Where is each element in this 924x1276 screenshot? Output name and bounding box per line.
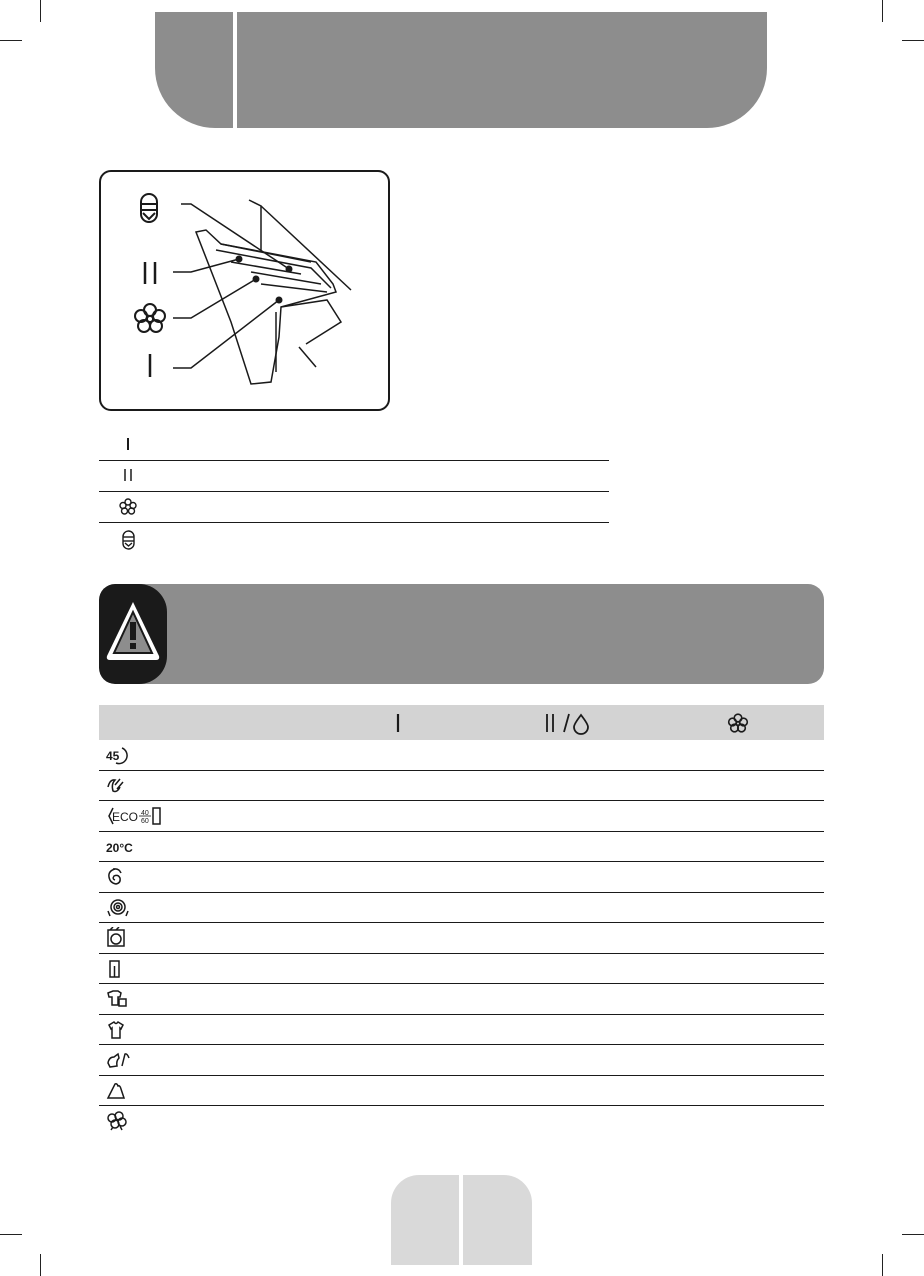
- baby-care-icon: [105, 988, 165, 1010]
- crop-mark: [882, 0, 883, 22]
- svg-text:ECO: ECO: [112, 810, 139, 824]
- drawer-body: [196, 200, 351, 384]
- cotton-icon: [105, 1110, 165, 1132]
- drum-clean-icon: [105, 927, 165, 949]
- main-wash-icon: [145, 262, 155, 284]
- quick-45-icon: [105, 744, 165, 766]
- table-row: [99, 1106, 824, 1136]
- drawer-illustration: [101, 172, 388, 409]
- svg-text:40: 40: [141, 810, 149, 817]
- warning-box: [99, 584, 824, 684]
- detergent-drawer-figure: [99, 170, 390, 411]
- prewash-icon: [393, 711, 403, 735]
- table-row: [99, 801, 824, 832]
- main-wash-liquid-icon: [543, 711, 591, 735]
- page-footer-tab: [391, 1175, 532, 1265]
- crop-mark: [0, 40, 22, 41]
- synthetics-icon: [105, 866, 165, 888]
- table-row: [99, 984, 824, 1015]
- siphon-icon: [119, 529, 139, 551]
- table-row: [99, 1015, 824, 1046]
- crop-mark: [0, 1234, 22, 1235]
- jeans-icon: [105, 958, 165, 980]
- prewash-icon: [119, 436, 139, 454]
- table-row: [99, 893, 824, 924]
- crop-mark: [902, 40, 924, 41]
- legend-row: [99, 523, 609, 559]
- program-table: [99, 705, 824, 1136]
- header-tab: [155, 12, 237, 128]
- crop-mark: [40, 1254, 41, 1276]
- flower-icon: [119, 498, 139, 518]
- crop-mark: [902, 1234, 924, 1235]
- crop-mark: [40, 0, 41, 22]
- legend-row: [99, 492, 609, 523]
- footer-divider: [459, 1175, 463, 1265]
- flower-icon: [727, 711, 749, 735]
- table-row: [99, 923, 824, 954]
- wool-icon: [105, 1080, 165, 1102]
- table-row: [99, 1045, 824, 1076]
- eco-40-60-icon: [105, 805, 165, 827]
- warning-triangle-icon: [103, 598, 163, 666]
- temp-20c-icon: [105, 836, 165, 858]
- sport-icon: [105, 1049, 165, 1071]
- mix-icon: [105, 775, 165, 797]
- main-wash-icon: [119, 467, 139, 485]
- page-header: [155, 12, 767, 128]
- warning-icon-panel: [99, 584, 167, 684]
- table-row: [99, 862, 824, 893]
- table-row: [99, 1076, 824, 1107]
- table-row: [99, 954, 824, 985]
- legend-row: [99, 430, 609, 461]
- shirt-icon: [105, 1019, 165, 1041]
- table-header: [99, 705, 824, 740]
- table-row: [99, 740, 824, 771]
- flower-icon: [135, 304, 165, 332]
- svg-text:45: 45: [106, 749, 120, 763]
- legend-row: [99, 461, 609, 492]
- table-row: [99, 771, 824, 802]
- delicate-icon: [105, 897, 165, 919]
- table-row: [99, 832, 824, 863]
- siphon-icon: [141, 194, 157, 222]
- svg-text:60: 60: [141, 818, 149, 825]
- crop-mark: [882, 1254, 883, 1276]
- compartment-legend: [99, 430, 609, 559]
- svg-text:20°C: 20°C: [106, 840, 133, 855]
